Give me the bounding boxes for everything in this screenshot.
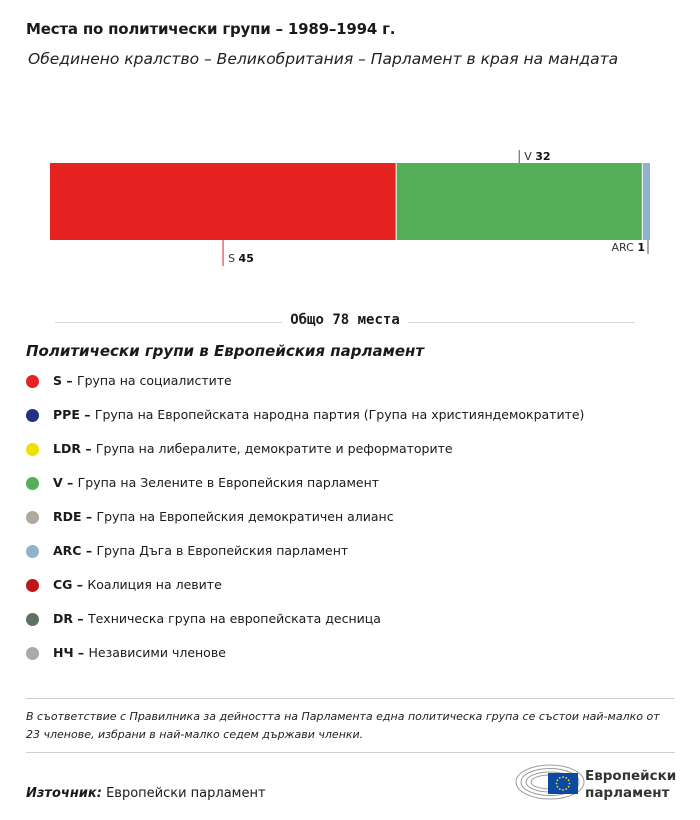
chart-subtitle: Обединено кралство – Великобритания – Парламент в края на мандата: [28, 50, 619, 68]
divider: [26, 698, 675, 699]
stacked-seat-bar-chart: [0, 140, 700, 280]
legend-label: LDR – Група на либералите, демократите и реформаторите: [53, 441, 453, 456]
total-seats-label: Общо 78 места: [282, 312, 408, 328]
source: [26, 786, 266, 801]
legend-label: V – Група на Зелените в Европейския парламент: [53, 475, 380, 490]
bar-segment-v: [396, 163, 642, 240]
legend-label: CG – Коалиция на левите: [53, 577, 222, 592]
legend-label: НЧ – Независими членове: [53, 645, 226, 660]
data-label-s: S 45: [228, 252, 254, 265]
legend-color-dot: [26, 443, 39, 456]
logo-text-line2: парламент: [585, 785, 670, 801]
legend-label: DR – Техническа група на европейската десница: [53, 611, 381, 626]
legend-color-dot: [26, 613, 39, 626]
logo-text: [585, 768, 676, 802]
legend-label: PPE – Група на Европейската народна партия (Група на християндемократите): [53, 407, 585, 422]
legend-color-dot: [26, 375, 39, 388]
legend-color-dot: [26, 477, 39, 490]
chart-title: Места по политически групи – 1989–1994 г.: [26, 20, 396, 38]
bar-segment-s: [50, 163, 396, 240]
logo-text-line1: Европейски: [585, 768, 677, 784]
footnote: В съответствие с Правилника за дейността на Парламента една политическа група се състои най-малко от 23 членове, избрани в най-малко седем държави членки.: [26, 710, 660, 741]
legend-color-dot: [26, 511, 39, 524]
data-label-v: V 32: [524, 150, 551, 163]
data-label-arc: ARC 1: [611, 241, 645, 254]
source-label: Източник:: [26, 786, 102, 801]
legend-color-dot: [26, 579, 39, 592]
legend-color-dot: [26, 409, 39, 422]
total-seats: [55, 312, 635, 332]
source-value: Европейски парламент: [106, 786, 266, 801]
legend-label: S – Група на социалистите: [53, 373, 232, 388]
divider: [26, 752, 675, 753]
bar-segment-arc: [642, 163, 650, 240]
legend-label: ARC – Група Дъга в Европейския парламент: [53, 543, 349, 558]
legend-title: Политически групи в Европейския парламент: [26, 342, 425, 360]
legend-color-dot: [26, 647, 39, 660]
legend-label: RDE – Група на Европейския демократичен алианс: [53, 509, 394, 524]
legend-color-dot: [26, 545, 39, 558]
